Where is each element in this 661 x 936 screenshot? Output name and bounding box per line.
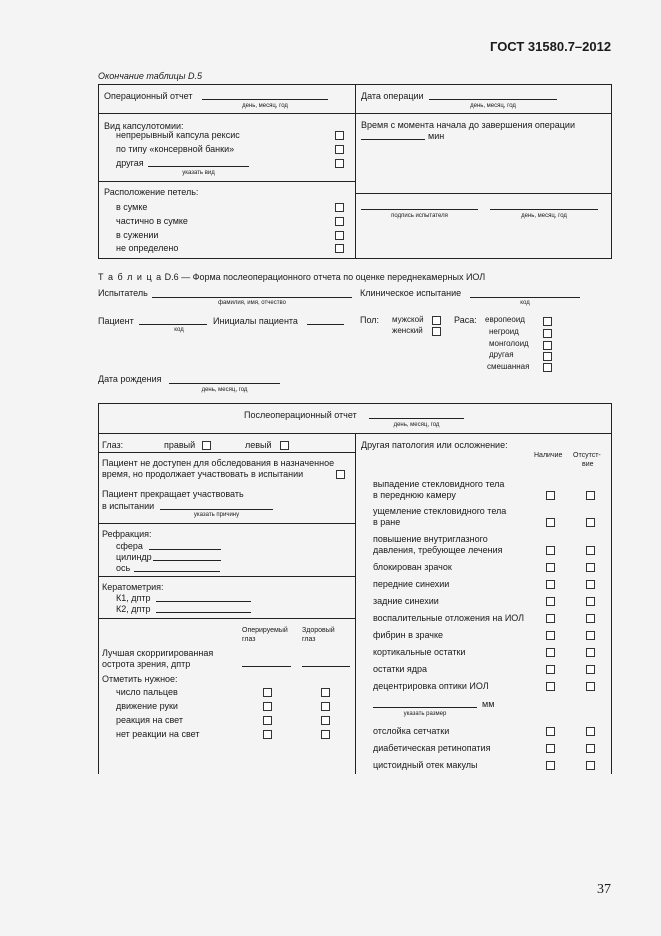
capsulotomy-item: непрерывный капсула рексис	[116, 130, 240, 140]
loops-item: в сумке	[116, 202, 148, 212]
pathology-item: воспалительные отложения на ИОЛ	[373, 613, 525, 623]
eye-right-label: правый	[164, 440, 196, 450]
loops-checkbox[interactable]	[335, 203, 344, 212]
pathology-item: фибрин в зрачке	[373, 630, 444, 640]
acuity-operated-checkbox[interactable]	[263, 716, 272, 725]
pathology-item: остатки ядра	[373, 664, 428, 674]
race-label: Раса:	[454, 315, 477, 325]
stops-text-2: в испытании	[102, 501, 155, 511]
loops-item: в сужении	[116, 230, 159, 240]
clinical-trial-field[interactable]	[470, 297, 580, 298]
pathology-present-checkbox[interactable]	[546, 727, 555, 736]
pathology-present-checkbox[interactable]	[546, 580, 555, 589]
pathology-item: цистоидный отек макулы	[373, 760, 478, 770]
eye-right-checkbox[interactable]	[202, 441, 211, 450]
acuity-healthy-checkbox[interactable]	[321, 716, 330, 725]
acuity-label: Лучшая скорригированная	[102, 648, 214, 658]
race-checkbox[interactable]	[543, 317, 552, 326]
pathology-present-checkbox[interactable]	[546, 761, 555, 770]
race-option: европеоид	[485, 315, 525, 324]
elapsed-time-field[interactable]	[361, 139, 425, 140]
pathology-absent-checkbox[interactable]	[586, 648, 595, 657]
table-d5-caption: Окончание таблицы D.5	[98, 71, 202, 81]
col-absent-header: Отсутст-	[573, 452, 601, 459]
postop-title: Послеоперационный отчет	[244, 410, 357, 420]
sex-checkbox[interactable]	[432, 327, 441, 336]
keratometry-title: Кератометрия:	[102, 582, 164, 592]
col-absent-header-2: вие	[582, 461, 594, 468]
acuity-healthy-checkbox[interactable]	[321, 730, 330, 739]
page-number: 37	[597, 882, 611, 897]
acuity-healthy-checkbox[interactable]	[321, 702, 330, 711]
birth-date-hint: день, месяц, год	[201, 387, 248, 393]
pathology-absent-checkbox[interactable]	[586, 727, 595, 736]
col-healthy-header-2: глаз	[302, 636, 316, 643]
race-option: негроид	[489, 327, 519, 336]
refraction-item: цилиндр	[116, 552, 152, 562]
unavailable-text: Пациент не доступен для обследования в назначенное	[102, 458, 335, 468]
race-option: монголоид	[489, 339, 529, 348]
capsulotomy-other-field[interactable]	[148, 166, 249, 167]
pathology-item: выпадение стекловидного тела	[373, 479, 505, 489]
col-healthy-header: Здоровый	[302, 627, 335, 634]
size-hint: указать размер	[403, 711, 447, 717]
pathology-item: децентрировка оптики ИОЛ	[373, 681, 489, 691]
loops-item: не определено	[116, 243, 179, 253]
pathology-item: ущемление стекловидного тела	[373, 506, 507, 516]
op-report-label: Операционный отчет	[104, 91, 193, 101]
refraction-item: сфера	[116, 541, 143, 551]
unavailable-text-2: время, но продолжает участвовать в испытании	[102, 469, 304, 479]
capsulotomy-item: другая	[116, 158, 144, 168]
stop-reason-hint: указать причину	[193, 512, 240, 518]
pathology-absent-checkbox[interactable]	[586, 682, 595, 691]
acuity-option: число пальцев	[116, 687, 178, 697]
pathology-present-checkbox[interactable]	[546, 744, 555, 753]
tester-field[interactable]	[152, 297, 352, 298]
loops-checkbox[interactable]	[335, 217, 344, 226]
loops-checkbox[interactable]	[335, 244, 344, 253]
capsulotomy-checkbox[interactable]	[335, 131, 344, 140]
op-report-date-hint: день, месяц, год	[242, 103, 288, 109]
sex-label: Пол:	[360, 315, 380, 325]
patient-code-hint: код	[174, 327, 184, 333]
pathology-title: Другая патология или осложнение:	[361, 440, 508, 450]
pathology-absent-checkbox[interactable]	[586, 546, 595, 555]
tester-label: Испытатель	[98, 288, 148, 298]
pathology-present-checkbox[interactable]	[546, 597, 555, 606]
mark-needed-label: Отметить нужное:	[102, 674, 178, 684]
acuity-healthy-checkbox[interactable]	[321, 688, 330, 697]
pathology-absent-checkbox[interactable]	[586, 665, 595, 674]
op-date-hint: день, месяц, год	[470, 103, 516, 109]
acuity-operated-checkbox[interactable]	[263, 688, 272, 697]
pathology-item: передние синехии	[373, 579, 450, 589]
pathology-absent-checkbox[interactable]	[586, 563, 595, 572]
signature-hint: подпись испытателя	[391, 213, 448, 219]
pathology-absent-checkbox[interactable]	[586, 761, 595, 770]
stop-reason-field[interactable]	[160, 509, 273, 510]
eye-left-label: левый	[245, 440, 272, 450]
sex-checkbox[interactable]	[432, 316, 441, 325]
pathology-item: кортикальные остатки	[373, 647, 466, 657]
loops-item: частично в сумке	[116, 216, 188, 226]
refraction-field[interactable]	[153, 560, 221, 561]
loops-checkbox[interactable]	[335, 231, 344, 240]
clinical-trial-hint: код	[520, 300, 530, 306]
keratometry-item: К2, дптр	[116, 604, 151, 614]
refraction-item: ось	[116, 563, 131, 573]
decentration-size-field[interactable]	[373, 707, 477, 708]
keratometry-field[interactable]	[156, 612, 251, 613]
keratometry-item: К1, дптр	[116, 593, 151, 603]
capsulotomy-item: по типу «консервной банки»	[116, 144, 235, 154]
pathology-item: повышение внутриглазного	[373, 534, 488, 544]
race-checkbox[interactable]	[543, 352, 552, 361]
pathology-item: блокирован зрачок	[373, 562, 452, 572]
loops-title: Расположение петель:	[104, 187, 199, 197]
op-date-field[interactable]	[429, 99, 557, 100]
op-report-date-field[interactable]	[202, 99, 328, 100]
acuity-option: движение руки	[116, 701, 178, 711]
pathology-absent-checkbox[interactable]	[586, 518, 595, 527]
capsulotomy-type-hint: указать вид	[182, 170, 215, 176]
acuity-operated-checkbox[interactable]	[263, 702, 272, 711]
pathology-absent-checkbox[interactable]	[586, 491, 595, 500]
pathology-present-checkbox[interactable]	[546, 648, 555, 657]
race-option: другая	[489, 350, 514, 359]
eye-left-checkbox[interactable]	[280, 441, 289, 450]
acuity-option: нет реакции на свет	[116, 729, 200, 739]
stops-text: Пациент прекращает участвовать	[102, 489, 244, 499]
pathology-absent-checkbox[interactable]	[586, 614, 595, 623]
refraction-field[interactable]	[149, 549, 221, 550]
pathology-present-checkbox[interactable]	[546, 546, 555, 555]
col-present-header: Наличие	[534, 452, 563, 459]
table-caption-text: D.6 — Форма послеоперационного отчета по оценке переднекамерных ИОЛ	[164, 272, 486, 282]
pathology-present-checkbox[interactable]	[546, 563, 555, 572]
pathology-item: отслойка сетчатки	[373, 726, 450, 736]
pathology-present-checkbox[interactable]	[546, 665, 555, 674]
acuity-operated-checkbox[interactable]	[263, 730, 272, 739]
acuity-label-2: острота зрения, дптр	[102, 659, 191, 669]
standard-number: ГОСТ 31580.7–2012	[490, 39, 612, 54]
pathology-present-checkbox[interactable]	[546, 682, 555, 691]
pathology-present-checkbox[interactable]	[546, 518, 555, 527]
pathology-present-checkbox[interactable]	[546, 631, 555, 640]
acuity-healthy-field[interactable]	[302, 666, 350, 667]
initials-field[interactable]	[307, 324, 344, 325]
race-option: смешанная	[487, 362, 530, 371]
race-checkbox[interactable]	[543, 329, 552, 338]
pathology-absent-checkbox[interactable]	[586, 597, 595, 606]
col-operated-header-2: глаз	[242, 636, 256, 643]
sex-option: женский	[392, 326, 423, 335]
birth-date-field[interactable]	[169, 383, 280, 384]
pathology-item-2: в переднюю камеру	[373, 490, 456, 500]
capsulotomy-checkbox[interactable]	[335, 159, 344, 168]
capsulotomy-checkbox[interactable]	[335, 145, 344, 154]
pathology-present-checkbox[interactable]	[546, 491, 555, 500]
pathology-item-2: в ране	[373, 517, 401, 527]
minutes-unit: мин	[428, 131, 445, 141]
eye-label: Глаз:	[102, 440, 124, 450]
elapsed-time-label: Время с момента начала до завершения операции	[361, 120, 575, 130]
race-checkbox[interactable]	[543, 363, 552, 372]
pathology-present-checkbox[interactable]	[546, 614, 555, 623]
pathology-item-2: давления, требующее лечения	[373, 545, 503, 555]
birth-date-label: Дата рождения	[98, 374, 162, 384]
mm-unit: мм	[482, 699, 495, 709]
patient-code-field[interactable]	[139, 324, 207, 325]
initials-label: Инициалы пациента	[213, 316, 298, 326]
pathology-item: задние синехии	[373, 596, 439, 606]
unavailable-checkbox[interactable]	[336, 470, 345, 479]
sex-option: мужской	[392, 315, 424, 324]
table-caption-prefix: Т а б л и ц а	[98, 272, 163, 282]
patient-label: Пациент	[98, 316, 134, 326]
postop-date-hint: день, месяц, год	[393, 422, 440, 428]
acuity-operated-field[interactable]	[242, 666, 291, 667]
refraction-field[interactable]	[134, 571, 220, 572]
clinical-trial-label: Клиническое испытание	[360, 288, 462, 298]
table-d6-caption	[98, 272, 485, 282]
tester-hint: фамилия, имя, отчество	[218, 300, 286, 306]
signature-date-field[interactable]	[490, 209, 598, 210]
acuity-option: реакция на свет	[116, 715, 183, 725]
pathology-absent-checkbox[interactable]	[586, 744, 595, 753]
pathology-absent-checkbox[interactable]	[586, 631, 595, 640]
refraction-title: Рефракция:	[102, 529, 152, 539]
pathology-item: диабетическая ретинопатия	[373, 743, 491, 753]
signature-field[interactable]	[361, 209, 478, 210]
postop-date-field[interactable]	[369, 418, 464, 419]
op-date-label: Дата операции	[361, 91, 424, 101]
pathology-absent-checkbox[interactable]	[586, 580, 595, 589]
signature-date-hint: день, месяц, год	[521, 213, 567, 219]
col-operated-header: Оперируемый	[242, 627, 288, 634]
keratometry-field[interactable]	[156, 601, 251, 602]
race-checkbox[interactable]	[543, 341, 552, 350]
capsulotomy-title: Вид капсулотомии:	[104, 121, 184, 131]
